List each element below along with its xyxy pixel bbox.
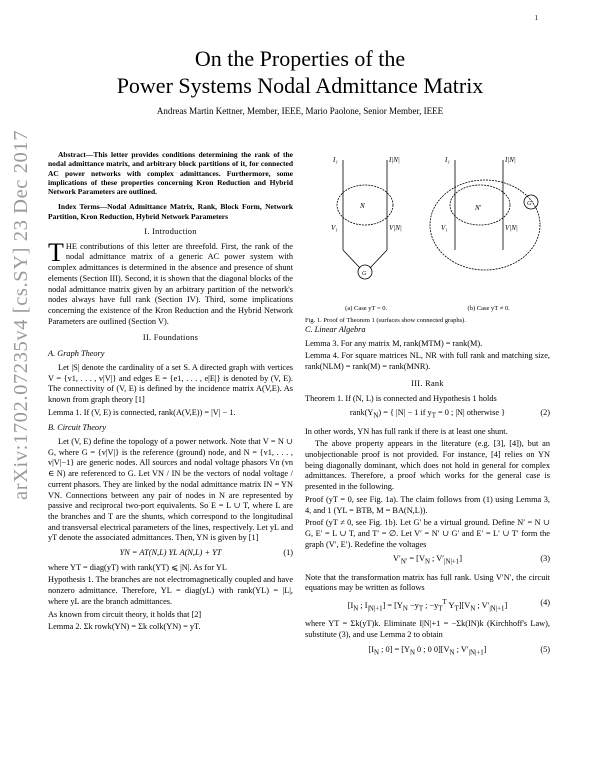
theorem-1: Theorem 1. If (N, L) is connected and Hypothesis 1 holds <box>305 393 497 403</box>
svg-text:V₁: V₁ <box>441 224 448 232</box>
discussion: The above property appears in the literature (e.g. [3], [4]), but an unobjectionable proof is not provided. For instance, [4] relies on YN being diagonally dominant, which does not hold in general for complex admittances. Therefore, a proof which works for the general case is presented in the following. <box>305 439 550 492</box>
equation-5: [$I_N$ ; $0] = [Y_N$ 0 ; 0 $0][V_N$ ; $V'_{|N|+1}$] (5) <box>368 644 550 657</box>
subsection-circuit-theory: B. Circuit Theory <box>48 423 106 433</box>
equation-3: $V'_{N'} = [V_N$ ; $V'_{|N|+1}$] (3) <box>393 554 550 566</box>
lemma-1: Lemma 1. If (V, E) is connected, rank(A(V,E)) = |V| − 1. <box>48 407 236 417</box>
figure-1 <box>305 150 550 325</box>
paper-title <box>60 45 540 99</box>
svg-text:N: N <box>360 202 365 210</box>
svg-text:I₁: I₁ <box>333 156 338 164</box>
svg-text:V₁: V₁ <box>331 224 338 232</box>
figure-1b-graph <box>430 156 540 270</box>
equation-5-number: (5) <box>540 644 550 654</box>
proof-2: Proof (yT ≠ 0, see Fig. 1b). Let G′ be a virtual ground. Define N′ = N ∪ G, E′ = L ∪ T, and T′ = ∅. Let V′ = N′ ∪ G′ and E′ = L′ ∪ T′ form the graph (V′, E′). Redefine the voltages <box>305 518 550 549</box>
figure-1-subcaptions <box>305 304 550 315</box>
svg-text:I₁: I₁ <box>445 156 450 164</box>
after-eq4: where YT = Σk(yT)k. Eliminate I|N|+1 = −Σk(IN)k (Kirchhoff's Law), substitute (3), and use Lemma 2 to obtain <box>305 619 550 639</box>
title-line-2: Power Systems Nodal Admittance Matrix <box>116 73 484 98</box>
figure-1-diagram <box>305 150 550 300</box>
equation-2: $rank(Y_N)$ = { |N| − 1 if $y_T = 0$ ; |N| otherwise } (2) <box>349 408 550 420</box>
after-eq3: Note that the transformation matrix has full rank. Using V′N′, the circuit equations may be written as follows <box>305 572 550 593</box>
equation-3-number: (3) <box>540 554 550 564</box>
left-column <box>48 150 293 635</box>
abstract: Abstract—This letter provides conditions determining the rank of the nodal admittance matrix, and arbitrary block partitions of it, for connected AC power networks with complex admittances. Furthermore, some implications of these properties concerning Kron Reduction and Hybrid Network Parameters are outlined. <box>48 150 293 197</box>
figure-1-caption: Fig. 1. Proof of Theorem 1 (surfaces show connected graphs). <box>305 317 466 325</box>
lemma-2: Lemma 2. Σk rowk(YN) = Σk colk(YN) = yT. <box>48 622 201 632</box>
drop-cap: T <box>48 237 64 267</box>
svg-text:G: G <box>362 271 367 277</box>
equation-4-number: (4) <box>540 598 550 608</box>
index-terms: Index Terms—Nodal Admittance Matrix, Rank, Block Form, Network Partition, Kron Reduction, Hybrid Network Parameters <box>48 202 293 221</box>
svg-text:N′: N′ <box>475 204 482 212</box>
subsection-graph-theory: A. Graph Theory <box>48 349 105 359</box>
circuit-text: Let (V, E) define the topology of a power network. Note that V = N ∪ G, where G = {v|V|} is the reference (ground) node, and N = {v1, . . . , v|V|−1} are generic nodes. All sources and nodal voltage phasors Vn (vn ∈ N) are referenced to G. Let VN / IN be the vectors of nodal voltage / current phasors. They are linked by the nodal admittance matrix IN = YN VN. Connections between any pair of nodes in N are represented by passive and reciprocal two-port equivalents. So E = L ∪ T, where L are the branches and T are the shunts, which correspond to the longitudinal and transversal electrical parameters of the lines, respectively. Let yL and yT denote the associated admittances. Then, YN is given by [1] <box>48 437 293 543</box>
after-eq1: where YT = diag(yT) with rank(YT) ⩽ |N|. As for YL <box>48 562 227 572</box>
intro-paragraph <box>48 237 293 328</box>
intro-text: HE contributions of this letter are threefold. First, the rank of the nodal admittance matrix of a generic AC power system with complex admittances is determined in the absence and presence of shunt elements (Section III). Second, it is shown that the diagonal blocks of the nodal admittance matrix given by an arbitrary partition of the network's nodes always have full rank (Section IV). Third, some implications concerning the existence of the Kron Reduction and the Hybrid Network Parameters are outlined (Section V). <box>48 241 293 326</box>
equation-2-number: (2) <box>540 408 550 418</box>
hypothesis-1: Hypothesis 1. The branches are not electromagnetically coupled and have nonzero admittance. Therefore, YL = diag(yL) with rank(YL) = |L|, where yL are the branch admittances. <box>48 575 293 606</box>
proof-1: Proof (yT = 0, see Fig. 1a). The claim follows from (1) using Lemma 3, 4, and 1 (YL = BTB, M = BA(N,L)). <box>305 494 550 515</box>
equation-1-body: YN = AT(N,L) YL A(N,L) + YT <box>119 548 222 558</box>
lemma-3: Lemma 3. For any matrix M, rank(MTM) = rank(M). <box>305 338 483 348</box>
authors: Andreas Martin Kettner, Member, IEEE, Mario Paolone, Senior Member, IEEE <box>156 106 444 116</box>
title-line-1: On the Properties of the <box>194 46 406 71</box>
figure-1a-graph <box>331 156 402 279</box>
figure-1a-caption: (a) Case yT = 0. <box>345 304 388 312</box>
circuit-after: As known from circuit theory, it holds that [2] <box>48 609 202 619</box>
equation-1-number: (1) <box>283 548 293 558</box>
lemma-4: Lemma 4. For square matrices NL, NR with full rank and matching size, rank(NLM) = rank(M) = rank(MNR). <box>305 351 550 372</box>
section-foundations: II. Foundations <box>142 333 199 343</box>
svg-text:V|N|: V|N| <box>505 224 518 232</box>
figure-1b-caption: (b) Case yT ≠ 0. <box>467 304 510 312</box>
svg-text:G′: G′ <box>527 201 533 207</box>
page-number: 1 <box>534 14 538 22</box>
arxiv-stamp: arXiv:1702.07235v4 [cs.SY] 23 Dec 2017 <box>10 129 32 500</box>
right-column <box>305 150 550 663</box>
subsection-linear-algebra: C. Linear Algebra <box>305 325 366 334</box>
graph-text: Let |S| denote the cardinality of a set S. A directed graph with vertices V = {v1, . . . , v|V|} and edges E = {e1, . . . , e|E|} is denoted by (V, E). The connectivity of (V, E) is defined by the incidence matrix A(V,E). As known from graph theory [1] <box>48 362 293 404</box>
section-rank: III. Rank <box>411 378 444 388</box>
equation-1 <box>48 548 293 559</box>
svg-text:V|N|: V|N| <box>389 224 402 232</box>
svg-text:I|N|: I|N| <box>505 156 516 164</box>
theorem-note: In other words, YN has full rank if there is at least one shunt. <box>305 426 508 436</box>
section-introduction: I. Introduction <box>144 227 197 237</box>
svg-text:I|N|: I|N| <box>389 156 400 164</box>
equation-4: [$I_N$ ; $I_{|N|+1}] = [Y_N -y_T$ ; $-y_T^T$ $Y_T][V_N$ ; $V'_{|N|+1}$] (4) <box>347 598 550 613</box>
